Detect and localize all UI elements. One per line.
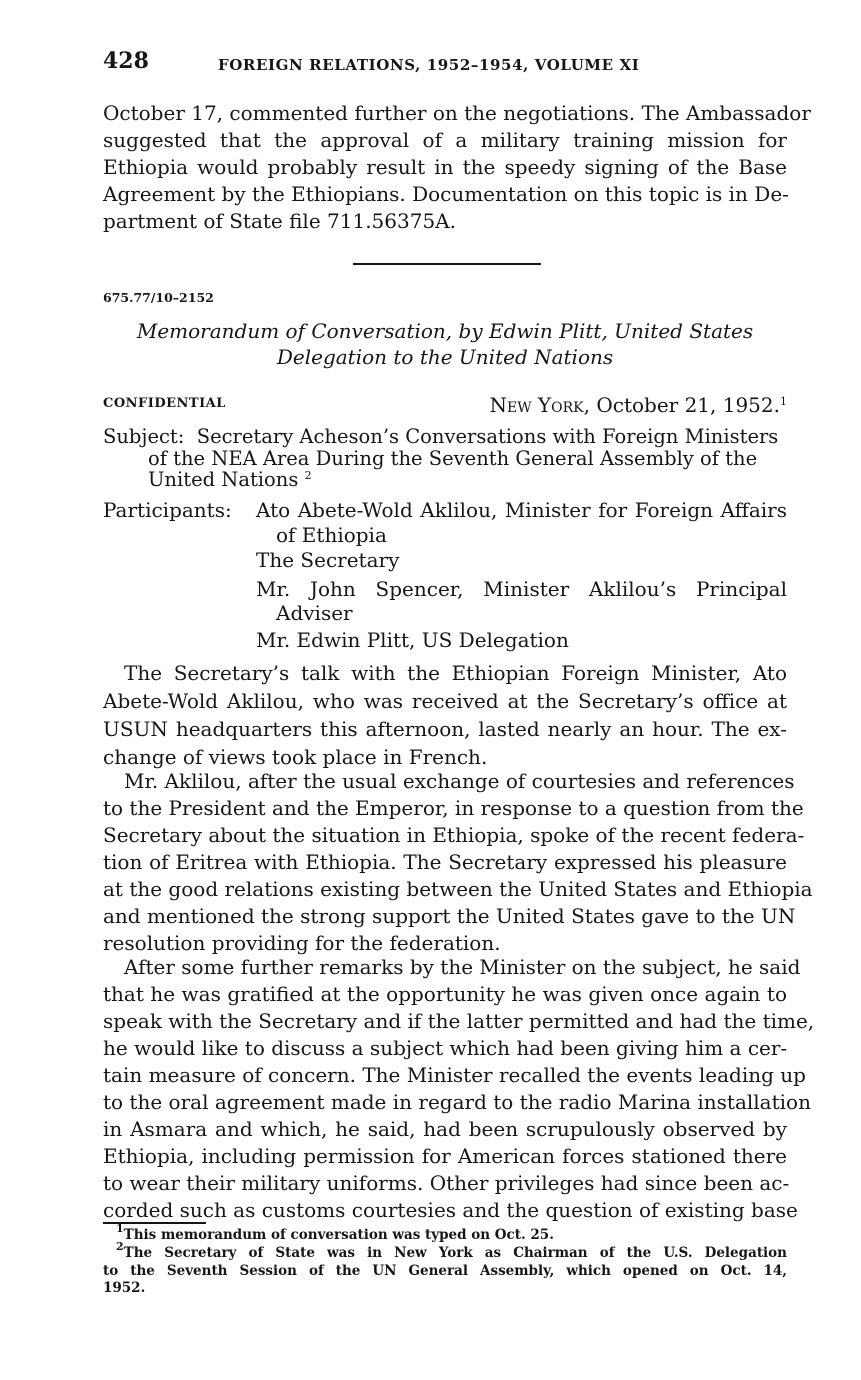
footnote-2-line3: 1952. [103,1280,146,1296]
paragraph-line: at the good relations existing between the United States and Ethiopia [103,877,813,901]
intro-line: October 17, commented further on the negotiations. The Ambassador [103,101,811,125]
participants-label: Participants: [103,498,232,522]
intro-line: Ethiopia would probably result in the speedy signing of the Base [103,155,787,179]
paragraph-line: USUN headquarters this afternoon, lasted nearly an hour. The ex- [103,717,787,741]
participant-line: Mr. John Spencer, Minister Aklilou’s Principal [256,577,787,601]
paragraph-line: tion of Eritrea with Ethiopia. The Secretary expressed his pleasure [103,850,787,874]
paragraph-line: to the President and the Emperor, in response to a question from the [103,796,804,820]
paragraph-line: to wear their military uniforms. Other privileges had since been ac- [103,1171,790,1195]
intro-line: partment of State file 711.56375A. [103,209,456,233]
subject-label: Subject: [103,425,185,448]
paragraph-line: The Secretary’s talk with the Ethiopian Foreign Minister, Ato [124,661,787,685]
paragraph-line: corded such as customs courtesies and the question of existing base [103,1198,798,1222]
paragraph-line: Mr. Aklilou, after the usual exchange of courtesies and references [124,769,795,793]
file-number: 675.77/10–2152 [103,290,214,305]
footnote-2-line2: to the Seventh Session of the UN General Assembly, which opened on Oct. 14, [103,1263,787,1279]
footnote-2-text: The Secretary of State was in New York as Chairman of the U.S. Delegation [123,1245,787,1261]
dateline-date: , October 21, 1952. [583,393,780,417]
footnote-1 [116,1222,800,1244]
running-title: FOREIGN RELATIONS, 1952–1954, VOLUME XI [218,56,640,74]
memo-title-line2: Delegation to the United Nations [276,345,614,369]
intro-line: suggested that the approval of a military training mission for [103,128,787,152]
subject-line3 [148,467,832,493]
footnote-ref-2: 2 [304,469,312,482]
paragraph-line: Ethiopia, including permission for American forces stationed there [103,1144,787,1168]
subject-line2: of the NEA Area During the Seventh General Assembly of the [148,447,758,470]
paragraph-line: to the oral agreement made in regard to the radio Marina installation [103,1090,811,1114]
paragraph-line: that he was gratified at the opportunity he was given once again to [103,982,787,1006]
paragraph-line: speak with the Secretary and if the latter permitted and had the time, [103,1009,815,1033]
footnote-mark-2: 2 [116,1240,124,1253]
dateline-place: New York [489,393,584,417]
page-number: 428 [103,48,149,74]
classification: CONFIDENTIAL [103,396,226,411]
section-divider [353,263,541,265]
footnote-1-text: This memorandum of conversation was typed on Oct. 25. [123,1227,554,1243]
paragraph-line: and mentioned the strong support the United States gave to the UN [103,904,796,928]
paragraph-line: Secretary about the situation in Ethiopia, spoke of the recent federa- [103,823,805,847]
paragraph-line: resolution providing for the federation. [103,931,501,955]
paragraph-line: After some further remarks by the Minister on the subject, he said [124,955,801,979]
footnote-ref-1: 1 [780,395,787,408]
participant-line: The Secretary [256,548,400,572]
footnote-2-line1 [116,1240,787,1262]
participant-line: Ato Abete-Wold Aklilou, Minister for Foreign Affairs [256,498,787,522]
paragraph-line: he would like to discuss a subject which had been giving him a cer- [103,1036,788,1060]
paragraph-line: in Asmara and which, he said, had been scrupulously observed by [103,1117,787,1141]
intro-line: Agreement by the Ethiopians. Documentation on this topic is in De- [103,182,789,206]
memo-title-line1: Memorandum of Conversation, by Edwin Plitt, United States [136,319,754,343]
paragraph-line: tain measure of concern. The Minister recalled the events leading up [103,1063,806,1087]
subject-text: United Nations [148,468,299,491]
page-header [103,48,683,82]
footnote-mark-1: 1 [116,1222,124,1235]
dateline [489,393,787,417]
paragraph-line: Abete-Wold Aklilou, who was received at the Secretary’s office at [103,689,787,713]
participant-line: Mr. Edwin Plitt, US Delegation [256,628,569,652]
participant-line: of Ethiopia [276,523,387,547]
paragraph-line: change of views took place in French. [103,745,488,769]
participant-line: Adviser [276,601,353,625]
subject-text: Secretary Acheson’s Conversations with Foreign Ministers [196,425,779,448]
